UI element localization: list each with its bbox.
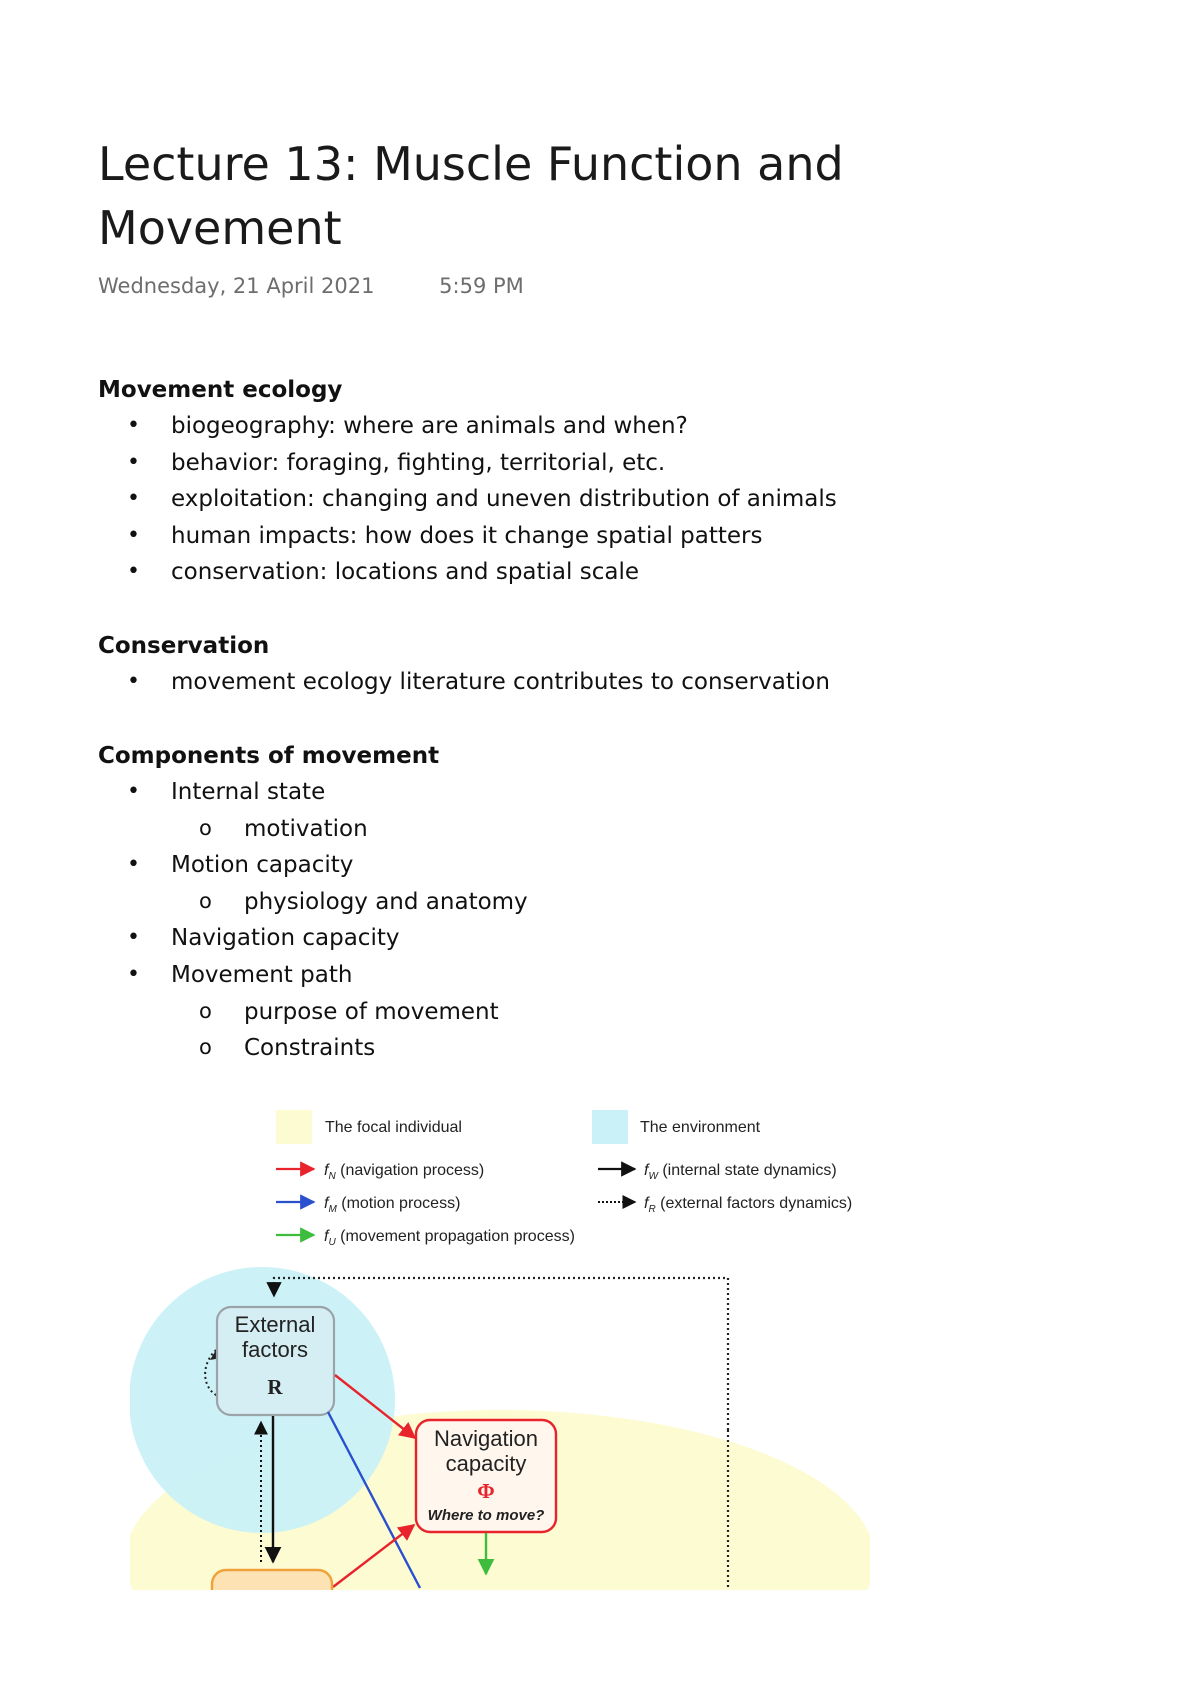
legend-focal-label: The focal individual — [325, 1119, 462, 1136]
list-item: • conservation: locations and spatial scale — [98, 554, 998, 591]
external-factors-label-1: External — [234, 1312, 316, 1337]
list-item: • Internal state — [98, 774, 998, 811]
bullet-list — [98, 774, 998, 1067]
navigation-capacity-label-1: Navigation — [434, 1426, 538, 1451]
legend-internal-label: $f_W$ (internal state dynamics) — [644, 1162, 837, 1182]
list-item: • behavior: foraging, fighting, territorial, etc. — [98, 445, 998, 482]
legend-propagation-label: $f_U$ (movement propagation process) — [324, 1228, 575, 1248]
external-factors-label-2: factors — [241, 1337, 309, 1362]
page-time: 5:59 PM — [439, 274, 524, 298]
section-heading: Movement ecology — [98, 377, 343, 403]
list-item: • human impacts: how does it change spatial patters — [98, 518, 998, 555]
page-meta — [98, 274, 524, 298]
navigation-capacity-question: Where to move? — [427, 1507, 545, 1524]
list-item: • Navigation capacity — [98, 920, 998, 957]
legend-motion-label: $f_M$ (motion process) — [324, 1195, 461, 1215]
navigation-capacity-label-2: capacity — [445, 1451, 527, 1476]
legend-external-label: $f_R$ (external factors dynamics) — [644, 1195, 853, 1215]
list-item: • biogeography: where are animals and when? — [98, 408, 998, 445]
focal-swatch — [276, 1110, 312, 1144]
page-title: Lecture 13: Muscle Function and Movement — [98, 137, 844, 255]
bullet-list — [98, 664, 998, 701]
legend-navigation-label: $f_N$ (navigation process) — [324, 1162, 485, 1182]
environment-swatch — [592, 1110, 628, 1144]
framework-diagram — [130, 1100, 870, 1590]
bullet-list — [98, 408, 998, 591]
list-item: • Motion capacity — [98, 847, 998, 884]
section-conservation — [98, 628, 998, 701]
section-heading: Conservation — [98, 633, 270, 659]
section-heading: Components of movement — [98, 743, 440, 769]
sub-list-item: o purpose of movement — [98, 994, 998, 1031]
navigation-capacity-symbol: Φ — [477, 1479, 495, 1503]
section-components-of-movement — [98, 738, 998, 1067]
sub-list-item: o physiology and anatomy — [98, 884, 998, 921]
list-item: • movement ecology literature contributes to conservation — [98, 664, 998, 701]
external-factors-symbol: R — [267, 1375, 283, 1399]
movement-framework-figure — [130, 1100, 870, 1590]
sub-list-item: o Constraints — [98, 1030, 998, 1067]
list-item: • exploitation: changing and uneven distribution of animals — [98, 481, 998, 518]
legend-environment-label: The environment — [640, 1119, 761, 1136]
list-item: • Movement path — [98, 957, 998, 994]
sub-list-item: o motivation — [98, 811, 998, 848]
section-movement-ecology — [98, 372, 998, 591]
internal-state-box — [212, 1570, 332, 1590]
page-date: Wednesday, 21 April 2021 — [98, 274, 375, 298]
